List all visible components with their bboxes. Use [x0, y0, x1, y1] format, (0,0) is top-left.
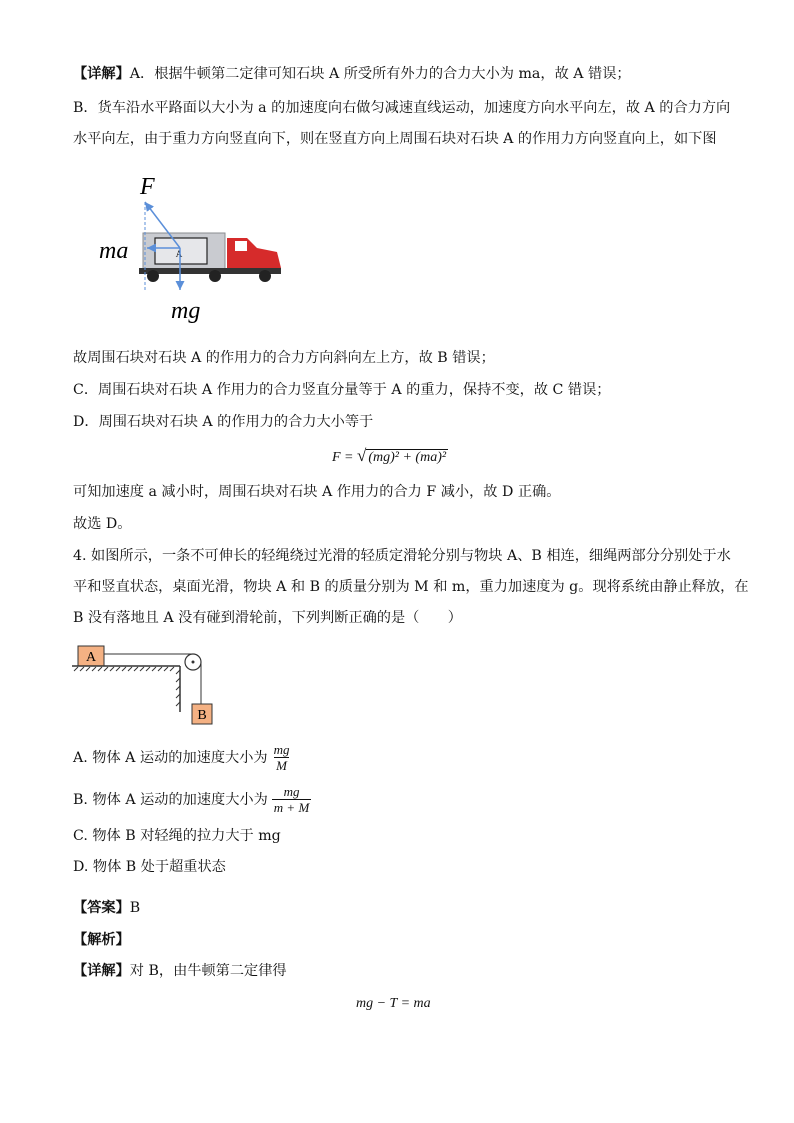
question-4-line-2: 平和竖直状态，桌面光滑，物块 A 和 B 的质量分别为 M 和 m，重力加速度为 g。现将系统由静止释放，在 [73, 579, 749, 595]
detail-text-a: A．根据牛顿第二定律可知石块 A 所受所有外力的合力大小为 ma，故 A 错误； [129, 66, 631, 82]
answer-value: B [129, 900, 141, 916]
fraction-denominator: m + M [273, 800, 310, 815]
truck-force-diagram [95, 168, 295, 328]
option-d[interactable]: D. 物体 B 处于超重状态 [73, 859, 226, 875]
formula-lhs: F = [332, 450, 354, 465]
pulley-axle [192, 661, 195, 664]
wheel [147, 270, 159, 282]
option-a[interactable] [73, 742, 292, 773]
detail-line-b2: 水平向左，由于重力方向竖直向下，则在竖直方向上周围石块对石块 A 的作用力方向竖直向上，如下图 [73, 131, 717, 147]
option-b[interactable] [73, 784, 311, 815]
fraction-numerator: mg [283, 784, 300, 799]
option-b-fraction [272, 784, 312, 815]
analysis-tag: 【解析】 [73, 932, 130, 948]
statement-c: C．周围石块对石块 A 作用力的合力竖直分量等于 A 的重力，保持不变，故 C 错误； [73, 382, 611, 398]
statement-d: D．周围石块对石块 A 的作用力的合力大小等于 [73, 414, 374, 430]
question-4-line-3: B 没有落地且 A 没有碰到滑轮前，下列判断正确的是（ ） [73, 610, 462, 626]
option-b-text: B. 物体 A 运动的加速度大小为 [73, 791, 268, 808]
detail-2-text: 对 B，由牛顿第二定律得 [129, 963, 287, 979]
cab-window [235, 241, 247, 251]
detail-tag: 【详解】 [73, 963, 130, 979]
formula-radicand: (mg)² + (ma)² [368, 450, 447, 465]
block-b-label: B [197, 708, 207, 723]
formula-resultant [332, 446, 448, 466]
option-a-text: A. 物体 A 运动的加速度大小为 [73, 749, 268, 766]
statement-d2: 可知加速度 a 减小时，周围石块对石块 A 作用力的合力 F 减小，故 D 正确。 [73, 484, 561, 500]
detail-line-b1: B．货车沿水平路面以大小为 a 的加速度向右做匀减速直线运动，加速度方向水平向左，故 A 的合力方向 [73, 100, 731, 116]
block-a-label: A [175, 249, 183, 259]
label-ma: ma [99, 238, 129, 264]
label-mg: mg [171, 298, 201, 324]
fraction-denominator: M [276, 758, 287, 773]
answer-tag: 【答案】 [73, 900, 130, 916]
detail-line-a [73, 64, 631, 84]
conclusion-b: 故周围石块对石块 A 的作用力的合力方向斜向左上方，故 B 错误； [73, 350, 495, 366]
block-a-label: A [85, 650, 97, 665]
answer-line [73, 898, 140, 918]
label-f: F [140, 174, 155, 200]
wheel [209, 270, 221, 282]
table-hatching [74, 667, 174, 671]
choose-answer: 故选 D。 [73, 516, 132, 532]
fraction-numerator: mg [273, 742, 290, 757]
option-c[interactable]: C. 物体 B 对轻绳的拉力大于 mg [73, 828, 281, 844]
option-a-fraction [272, 742, 292, 773]
wheel [259, 270, 271, 282]
formula-newton: mg − T = ma [356, 996, 431, 1011]
pulley-diagram [70, 640, 220, 730]
question-4-line-1: 4. 如图所示，一条不可伸长的轻绳绕过光滑的轻质定滑轮分别与物块 A、B 相连，细绳两部分分别处于水 [73, 548, 731, 564]
detail-tag: 【详解】 [73, 66, 130, 82]
sqrt-symbol: √ [357, 446, 367, 465]
detail-2-line [73, 961, 287, 981]
